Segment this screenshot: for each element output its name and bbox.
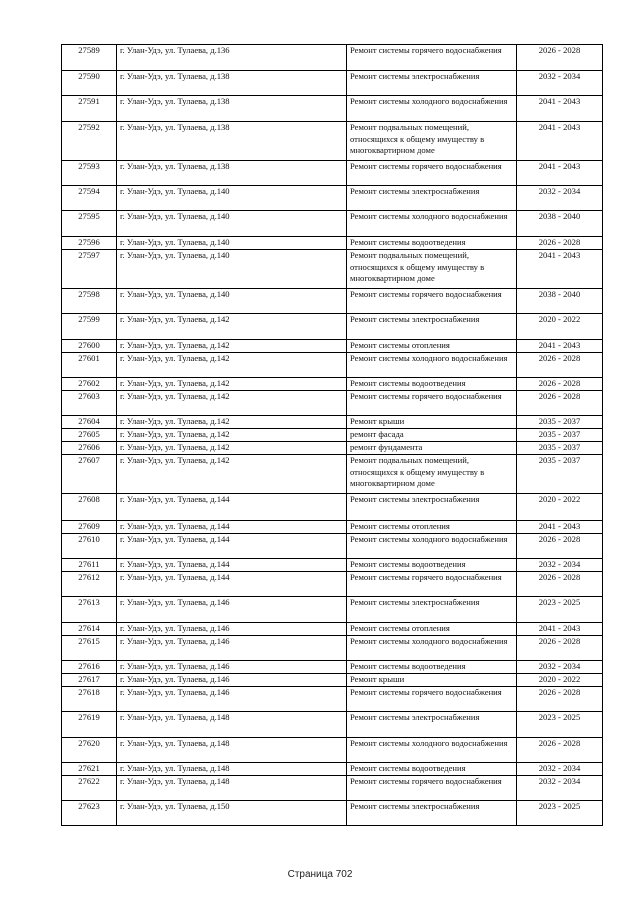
row-address-cell: г. Улан-Удэ, ул. Тулаева, д.146: [117, 661, 347, 674]
table-row: [62, 122, 603, 161]
row-term-cell: 2026 - 2028: [517, 237, 603, 250]
row-work-cell: Ремонт системы электроснабжения: [347, 186, 517, 211]
row-work-cell: Ремонт системы горячего водоснабжения: [347, 687, 517, 712]
table-row: [62, 521, 603, 534]
row-id-cell: 27591: [62, 96, 117, 122]
row-address-cell: г. Улан-Удэ, ул. Тулаева, д.138: [117, 96, 347, 122]
row-term-cell: 2020 - 2022: [517, 494, 603, 521]
table-row: [62, 559, 603, 572]
row-id-cell: 27619: [62, 712, 117, 738]
row-address-cell: г. Улан-Удэ, ул. Тулаева, д.144: [117, 559, 347, 572]
row-work-cell: Ремонт подвальных помещений, относящихся к общему имуществу в многоквартирном доме: [347, 455, 517, 494]
row-id-cell: 27609: [62, 521, 117, 534]
table-row: [62, 45, 603, 71]
row-address-cell: г. Улан-Удэ, ул. Тулаева, д.150: [117, 801, 347, 826]
row-term-cell: 2041 - 2043: [517, 340, 603, 353]
row-term-cell: 2035 - 2037: [517, 442, 603, 455]
row-work-cell: ремонт фасада: [347, 429, 517, 442]
row-term-cell: 2032 - 2034: [517, 71, 603, 96]
row-address-cell: г. Улан-Удэ, ул. Тулаева, д.146: [117, 674, 347, 687]
table-row: [62, 738, 603, 763]
row-address-cell: г. Улан-Удэ, ул. Тулаева, д.148: [117, 738, 347, 763]
row-id-cell: 27590: [62, 71, 117, 96]
row-work-cell: Ремонт системы холодного водоснабжения: [347, 96, 517, 122]
table-row: [62, 494, 603, 521]
table-row: [62, 442, 603, 455]
page-number: Страница 702: [287, 869, 353, 880]
table-row: [62, 237, 603, 250]
row-term-cell: 2026 - 2028: [517, 687, 603, 712]
row-work-cell: Ремонт системы электроснабжения: [347, 712, 517, 738]
row-id-cell: 27602: [62, 378, 117, 391]
row-term-cell: 2041 - 2043: [517, 161, 603, 186]
capital-repair-table: [61, 44, 603, 826]
table-row: [62, 455, 603, 494]
table-row: [62, 636, 603, 661]
row-work-cell: Ремонт системы горячего водоснабжения: [347, 289, 517, 314]
row-id-cell: 27603: [62, 391, 117, 416]
row-work-cell: Ремонт системы электроснабжения: [347, 494, 517, 521]
table-row: [62, 623, 603, 636]
row-term-cell: 2026 - 2028: [517, 391, 603, 416]
row-term-cell: 2032 - 2034: [517, 661, 603, 674]
row-work-cell: Ремонт системы отопления: [347, 340, 517, 353]
row-id-cell: 27607: [62, 455, 117, 494]
row-id-cell: 27623: [62, 801, 117, 826]
table-row: [62, 250, 603, 289]
row-term-cell: 2032 - 2034: [517, 776, 603, 801]
row-address-cell: г. Улан-Удэ, ул. Тулаева, д.142: [117, 442, 347, 455]
table-row: [62, 314, 603, 340]
table-row: [62, 211, 603, 237]
row-term-cell: 2026 - 2028: [517, 738, 603, 763]
row-address-cell: г. Улан-Удэ, ул. Тулаева, д.144: [117, 534, 347, 559]
row-work-cell: Ремонт системы холодного водоснабжения: [347, 738, 517, 763]
row-id-cell: 27613: [62, 597, 117, 623]
row-work-cell: Ремонт системы холодного водоснабжения: [347, 211, 517, 237]
row-term-cell: 2026 - 2028: [517, 45, 603, 71]
row-term-cell: 2020 - 2022: [517, 314, 603, 340]
row-address-cell: г. Улан-Удэ, ул. Тулаева, д.140: [117, 289, 347, 314]
row-id-cell: 27596: [62, 237, 117, 250]
table-row: [62, 429, 603, 442]
row-id-cell: 27605: [62, 429, 117, 442]
row-term-cell: 2026 - 2028: [517, 572, 603, 597]
row-term-cell: 2032 - 2034: [517, 559, 603, 572]
row-address-cell: г. Улан-Удэ, ул. Тулаева, д.142: [117, 314, 347, 340]
row-term-cell: 2023 - 2025: [517, 712, 603, 738]
row-address-cell: г. Улан-Удэ, ул. Тулаева, д.142: [117, 353, 347, 378]
table-row: [62, 340, 603, 353]
row-work-cell: Ремонт системы холодного водоснабжения: [347, 636, 517, 661]
row-id-cell: 27618: [62, 687, 117, 712]
table-row: [62, 71, 603, 96]
row-term-cell: 2041 - 2043: [517, 250, 603, 289]
row-term-cell: 2035 - 2037: [517, 429, 603, 442]
row-work-cell: Ремонт крыши: [347, 416, 517, 429]
row-address-cell: г. Улан-Удэ, ул. Тулаева, д.136: [117, 45, 347, 71]
row-id-cell: 27611: [62, 559, 117, 572]
row-work-cell: Ремонт системы холодного водоснабжения: [347, 534, 517, 559]
row-id-cell: 27617: [62, 674, 117, 687]
row-address-cell: г. Улан-Удэ, ул. Тулаева, д.146: [117, 636, 347, 661]
row-address-cell: г. Улан-Удэ, ул. Тулаева, д.138: [117, 161, 347, 186]
row-id-cell: 27597: [62, 250, 117, 289]
row-id-cell: 27598: [62, 289, 117, 314]
row-work-cell: Ремонт системы горячего водоснабжения: [347, 161, 517, 186]
row-address-cell: г. Улан-Удэ, ул. Тулаева, д.148: [117, 776, 347, 801]
row-work-cell: Ремонт системы горячего водоснабжения: [347, 391, 517, 416]
row-term-cell: 2023 - 2025: [517, 597, 603, 623]
table-row: [62, 289, 603, 314]
row-term-cell: 2038 - 2040: [517, 289, 603, 314]
row-address-cell: г. Улан-Удэ, ул. Тулаева, д.140: [117, 186, 347, 211]
row-term-cell: 2023 - 2025: [517, 801, 603, 826]
row-work-cell: Ремонт системы электроснабжения: [347, 314, 517, 340]
row-term-cell: 2032 - 2034: [517, 763, 603, 776]
row-address-cell: г. Улан-Удэ, ул. Тулаева, д.140: [117, 237, 347, 250]
row-work-cell: Ремонт системы холодного водоснабжения: [347, 353, 517, 378]
row-work-cell: Ремонт подвальных помещений, относящихся к общему имуществу в многоквартирном доме: [347, 122, 517, 161]
row-term-cell: 2041 - 2043: [517, 122, 603, 161]
row-id-cell: 27592: [62, 122, 117, 161]
table-row: [62, 161, 603, 186]
row-work-cell: Ремонт системы горячего водоснабжения: [347, 776, 517, 801]
row-id-cell: 27593: [62, 161, 117, 186]
row-address-cell: г. Улан-Удэ, ул. Тулаева, д.148: [117, 763, 347, 776]
row-term-cell: 2020 - 2022: [517, 674, 603, 687]
table-row: [62, 391, 603, 416]
row-address-cell: г. Улан-Удэ, ул. Тулаева, д.144: [117, 572, 347, 597]
row-work-cell: Ремонт системы водоотведения: [347, 763, 517, 776]
row-term-cell: 2035 - 2037: [517, 416, 603, 429]
table-row: [62, 96, 603, 122]
row-term-cell: 2041 - 2043: [517, 521, 603, 534]
row-term-cell: 2026 - 2028: [517, 378, 603, 391]
table-row: [62, 661, 603, 674]
row-term-cell: 2026 - 2028: [517, 636, 603, 661]
row-work-cell: Ремонт системы водоотведения: [347, 378, 517, 391]
table-row: [62, 674, 603, 687]
row-address-cell: г. Улан-Удэ, ул. Тулаева, д.146: [117, 623, 347, 636]
row-address-cell: г. Улан-Удэ, ул. Тулаева, д.142: [117, 340, 347, 353]
table-row: [62, 597, 603, 623]
row-work-cell: Ремонт системы электроснабжения: [347, 801, 517, 826]
row-address-cell: г. Улан-Удэ, ул. Тулаева, д.142: [117, 416, 347, 429]
row-address-cell: г. Улан-Удэ, ул. Тулаева, д.144: [117, 521, 347, 534]
row-id-cell: 27608: [62, 494, 117, 521]
row-address-cell: г. Улан-Удэ, ул. Тулаева, д.138: [117, 71, 347, 96]
row-id-cell: 27616: [62, 661, 117, 674]
row-work-cell: Ремонт системы водоотведения: [347, 661, 517, 674]
row-address-cell: г. Улан-Удэ, ул. Тулаева, д.142: [117, 429, 347, 442]
row-address-cell: г. Улан-Удэ, ул. Тулаева, д.142: [117, 455, 347, 494]
row-address-cell: г. Улан-Удэ, ул. Тулаева, д.140: [117, 250, 347, 289]
row-term-cell: 2038 - 2040: [517, 211, 603, 237]
row-work-cell: Ремонт системы отопления: [347, 623, 517, 636]
row-id-cell: 27621: [62, 763, 117, 776]
row-term-cell: 2026 - 2028: [517, 534, 603, 559]
row-address-cell: г. Улан-Удэ, ул. Тулаева, д.142: [117, 378, 347, 391]
row-term-cell: 2032 - 2034: [517, 186, 603, 211]
table-row: [62, 712, 603, 738]
row-work-cell: Ремонт системы водоотведения: [347, 237, 517, 250]
row-id-cell: 27612: [62, 572, 117, 597]
table-row: [62, 801, 603, 826]
row-id-cell: 27614: [62, 623, 117, 636]
table-row: [62, 416, 603, 429]
row-term-cell: 2041 - 2043: [517, 623, 603, 636]
table-row: [62, 763, 603, 776]
row-address-cell: г. Улан-Удэ, ул. Тулаева, д.146: [117, 597, 347, 623]
row-work-cell: Ремонт системы горячего водоснабжения: [347, 45, 517, 71]
row-address-cell: г. Улан-Удэ, ул. Тулаева, д.142: [117, 391, 347, 416]
row-id-cell: 27610: [62, 534, 117, 559]
row-work-cell: ремонт фундамента: [347, 442, 517, 455]
row-id-cell: 27622: [62, 776, 117, 801]
row-work-cell: Ремонт системы горячего водоснабжения: [347, 572, 517, 597]
row-work-cell: Ремонт системы электроснабжения: [347, 71, 517, 96]
table-row: [62, 378, 603, 391]
table-row: [62, 186, 603, 211]
row-address-cell: г. Улан-Удэ, ул. Тулаева, д.138: [117, 122, 347, 161]
row-work-cell: Ремонт системы водоотведения: [347, 559, 517, 572]
row-id-cell: 27589: [62, 45, 117, 71]
table-row: [62, 776, 603, 801]
row-address-cell: г. Улан-Удэ, ул. Тулаева, д.146: [117, 687, 347, 712]
row-id-cell: 27594: [62, 186, 117, 211]
row-work-cell: Ремонт системы отопления: [347, 521, 517, 534]
row-id-cell: 27600: [62, 340, 117, 353]
row-address-cell: г. Улан-Удэ, ул. Тулаева, д.148: [117, 712, 347, 738]
table-row: [62, 353, 603, 378]
row-term-cell: 2041 - 2043: [517, 96, 603, 122]
table-row: [62, 572, 603, 597]
row-id-cell: 27620: [62, 738, 117, 763]
table-row: [62, 687, 603, 712]
row-work-cell: Ремонт крыши: [347, 674, 517, 687]
row-id-cell: 27604: [62, 416, 117, 429]
table-body: [62, 45, 603, 826]
row-id-cell: 27615: [62, 636, 117, 661]
row-term-cell: 2035 - 2037: [517, 455, 603, 494]
row-id-cell: 27601: [62, 353, 117, 378]
row-id-cell: 27595: [62, 211, 117, 237]
row-work-cell: Ремонт системы электроснабжения: [347, 597, 517, 623]
row-id-cell: 27606: [62, 442, 117, 455]
table-row: [62, 534, 603, 559]
row-id-cell: 27599: [62, 314, 117, 340]
row-term-cell: 2026 - 2028: [517, 353, 603, 378]
row-work-cell: Ремонт подвальных помещений, относящихся к общему имуществу в многоквартирном доме: [347, 250, 517, 289]
row-address-cell: г. Улан-Удэ, ул. Тулаева, д.140: [117, 211, 347, 237]
row-address-cell: г. Улан-Удэ, ул. Тулаева, д.144: [117, 494, 347, 521]
